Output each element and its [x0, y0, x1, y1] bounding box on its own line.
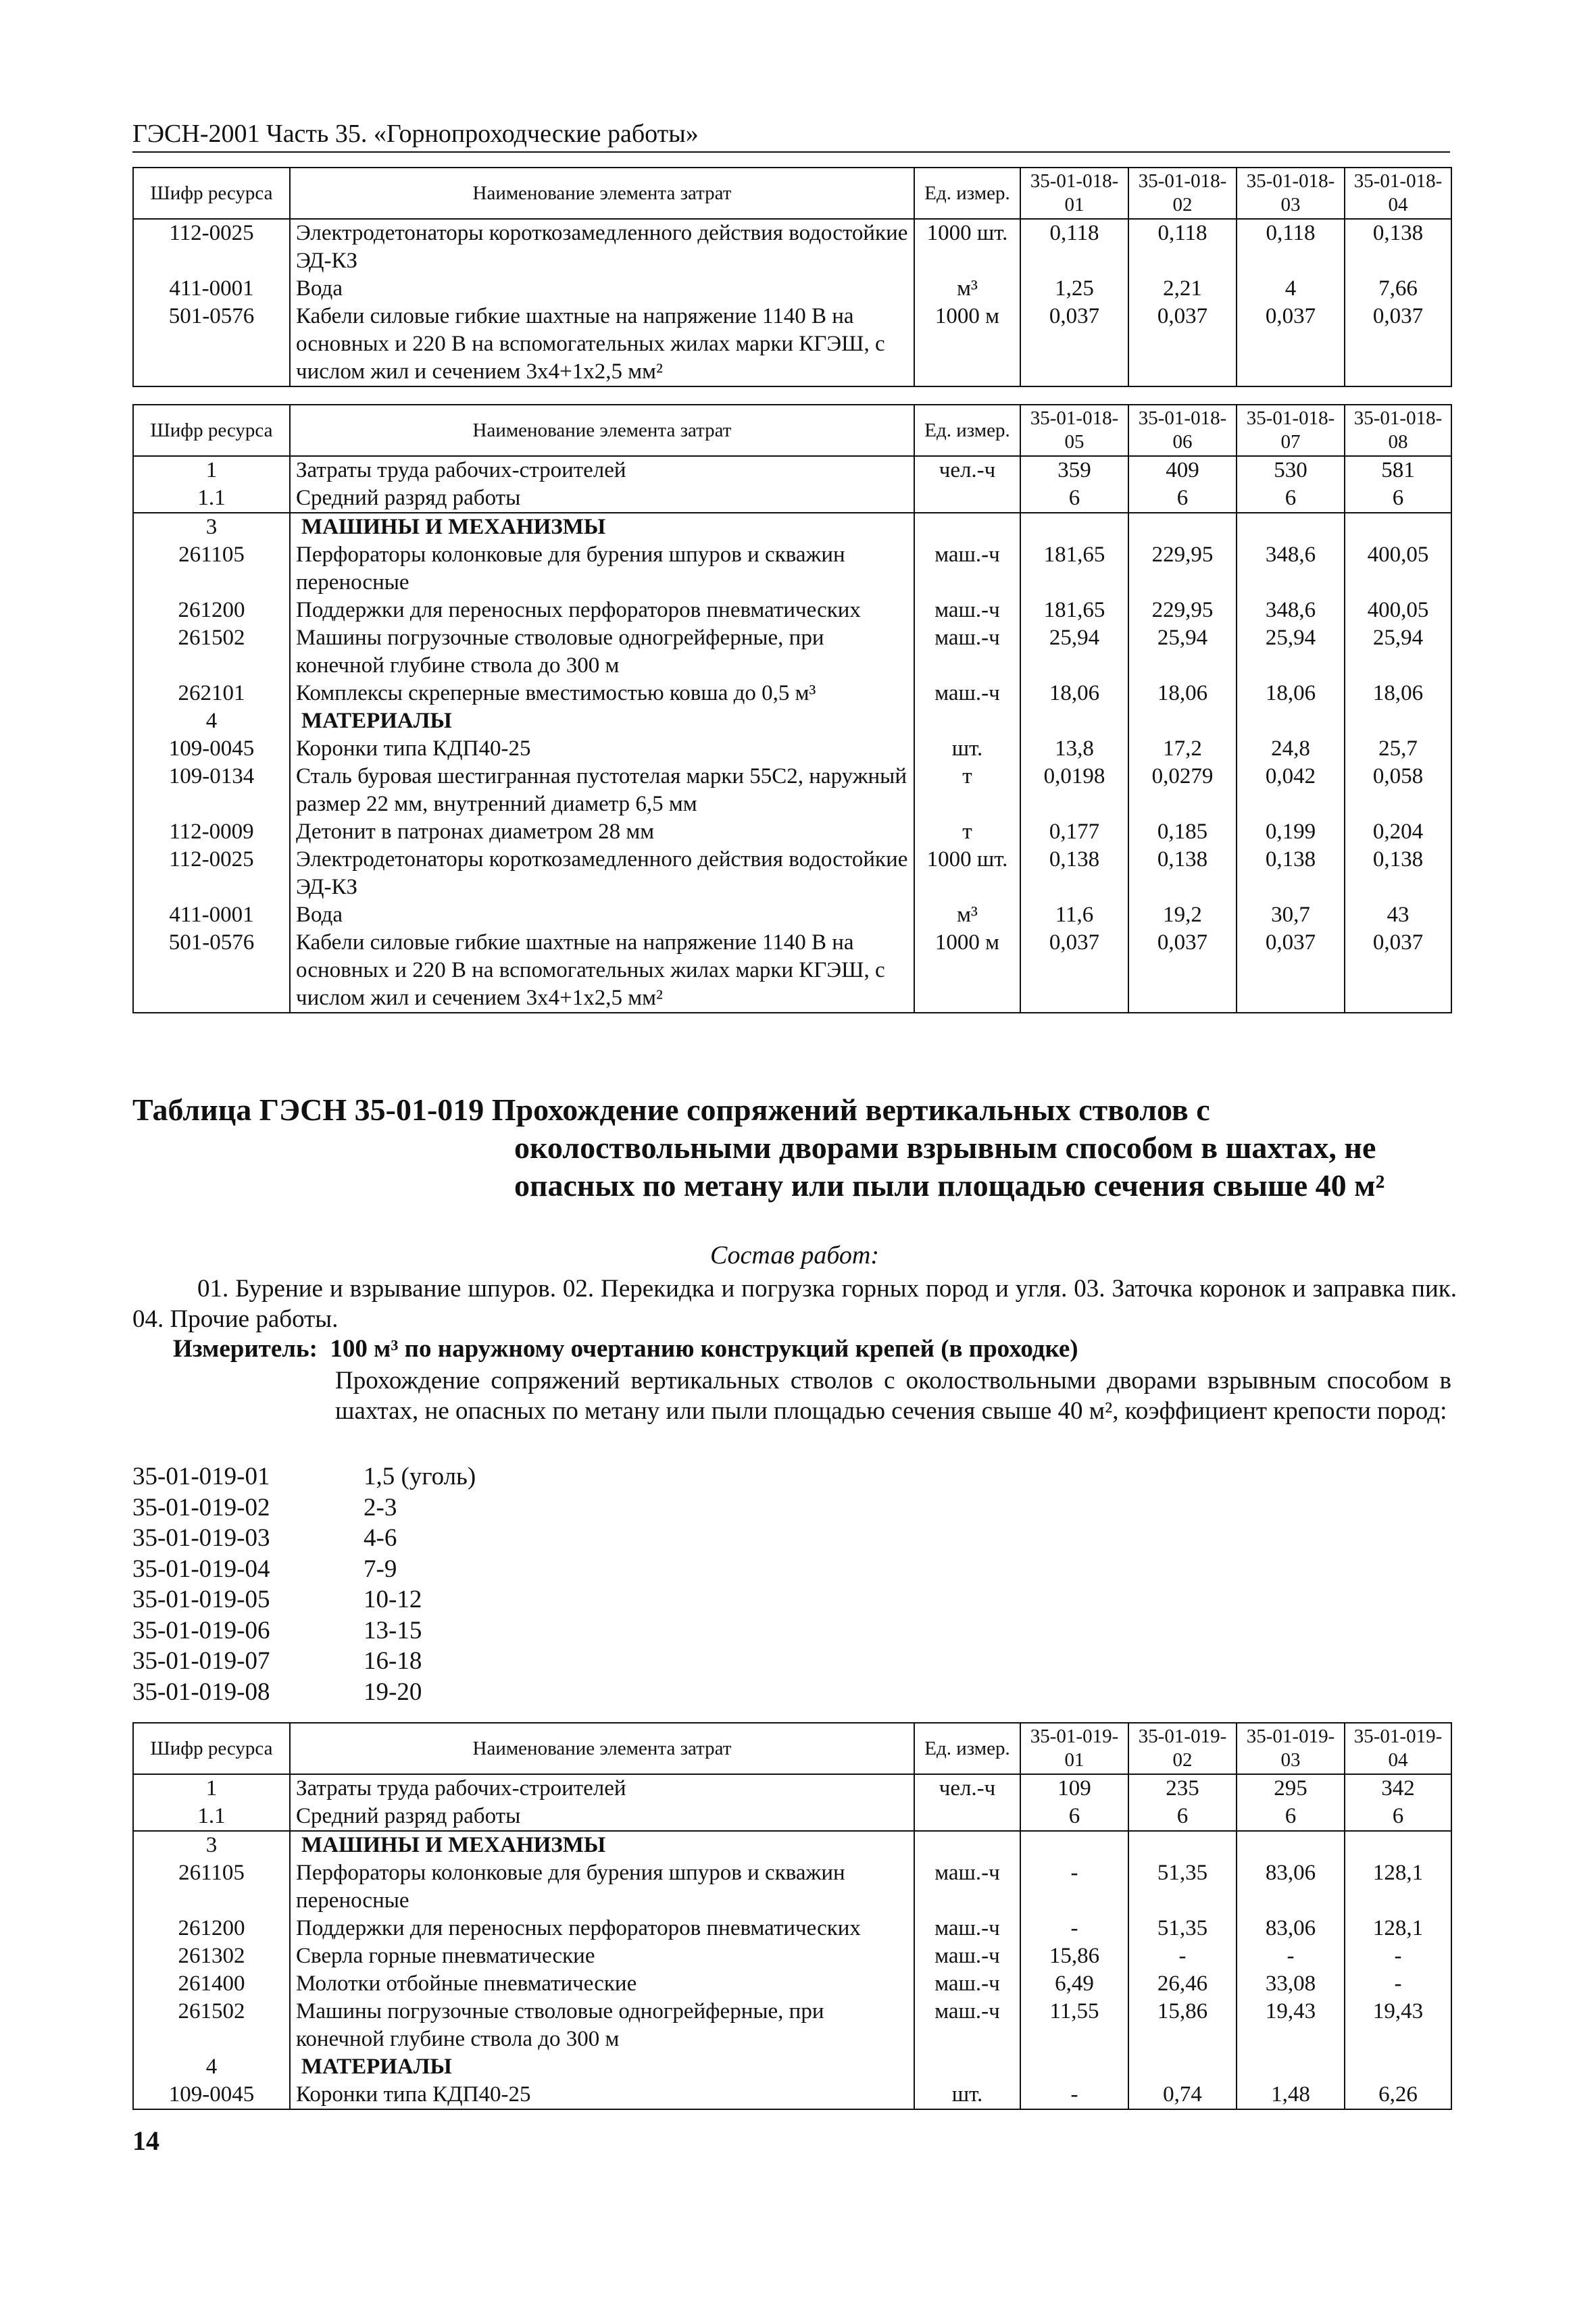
running-header: ГЭСН-2001 Часть 35. «Горнопроходческие работы» — [132, 119, 1450, 153]
col-header-name: Наименование элемента затрат — [290, 1723, 914, 1774]
resource-name: Комплексы скреперные вместимостью ковша до 0,5 м³ — [290, 680, 914, 707]
col-header-norm: 35-01-018-04 — [1345, 168, 1451, 219]
norm-value: 33,08 — [1237, 1970, 1345, 1998]
measure-line — [173, 1334, 1078, 1363]
col-header-unit: Ед. измер. — [914, 405, 1020, 456]
norm-value — [1020, 1831, 1128, 1859]
norm-value — [1020, 2053, 1128, 2081]
resource-name: Средний разряд работы — [290, 484, 914, 513]
norm-code: 35-01-019-06 — [132, 1616, 270, 1644]
norm-value: 229,95 — [1128, 541, 1237, 597]
resource-code: 4 — [133, 707, 290, 735]
resource-unit — [914, 513, 1020, 541]
norm-value: 0,037 — [1345, 303, 1451, 386]
resource-code: 1 — [133, 456, 290, 484]
norm-value: 0,0279 — [1128, 763, 1237, 818]
norm-value: 25,7 — [1345, 735, 1451, 763]
table-row — [133, 763, 1451, 818]
norm-value — [1345, 707, 1451, 735]
norm-value — [1128, 513, 1237, 541]
resource-name: Поддержки для переносных перфораторов пневматических — [290, 597, 914, 624]
norm-value: 0,037 — [1345, 929, 1451, 1013]
resource-code: 3 — [133, 1831, 290, 1859]
resource-code: 261200 — [133, 597, 290, 624]
norm-value: 6,26 — [1345, 2081, 1451, 2109]
norm-value: 0,042 — [1237, 763, 1345, 818]
norm-value: - — [1020, 1859, 1128, 1915]
norm-value: - — [1020, 2081, 1128, 2109]
norm-value: 0,177 — [1020, 818, 1128, 846]
norm-value — [1237, 1831, 1345, 1859]
norm-value: 25,94 — [1020, 624, 1128, 680]
resource-unit: 1000 м — [914, 929, 1020, 1013]
col-header-norm: 35-01-018-08 — [1345, 405, 1451, 456]
norm-value: 19,2 — [1128, 901, 1237, 929]
table-row — [133, 901, 1451, 929]
table-row — [133, 624, 1451, 680]
norm-value: 4 — [1237, 275, 1345, 303]
norm-value: 18,06 — [1020, 680, 1128, 707]
resource-unit: т — [914, 763, 1020, 818]
col-header-norm: 35-01-018-07 — [1237, 405, 1345, 456]
table-row — [133, 1915, 1451, 1942]
col-header-name: Наименование элемента затрат — [290, 168, 914, 219]
resource-code: 261302 — [133, 1942, 290, 1970]
rock-hardness-value: 7-9 — [364, 1555, 397, 1583]
norm-value: 0,138 — [1345, 846, 1451, 901]
table-row — [133, 303, 1451, 386]
norm-value: 13,8 — [1020, 735, 1128, 763]
section-row — [133, 513, 1451, 541]
resource-table-018-05-08 — [132, 404, 1452, 1013]
resource-name: Молотки отбойные пневматические — [290, 1970, 914, 1998]
norm-code-row — [132, 1646, 476, 1677]
resource-code: 112-0025 — [133, 846, 290, 901]
resource-code: 261400 — [133, 1970, 290, 1998]
measure-label: Измеритель: — [173, 1335, 318, 1363]
norm-value: 0,037 — [1237, 929, 1345, 1013]
table-row — [133, 541, 1451, 597]
table-header-row — [133, 1723, 1451, 1774]
resource-name: Коронки типа КДП40-25 — [290, 2081, 914, 2109]
col-header-norm: 35-01-019-01 — [1020, 1723, 1128, 1774]
norm-value: 0,74 — [1128, 2081, 1237, 2109]
resource-name: Коронки типа КДП40-25 — [290, 735, 914, 763]
norm-value: 7,66 — [1345, 275, 1451, 303]
norm-value: 342 — [1345, 1774, 1451, 1803]
norm-value: 30,7 — [1237, 901, 1345, 929]
resource-name: МАШИНЫ И МЕХАНИЗМЫ — [290, 513, 914, 541]
title-line-1: Таблица ГЭСН 35-01-019 Прохождение сопряжений вертикальных стволов с — [132, 1092, 1210, 1127]
resource-name: Кабели силовые гибкие шахтные на напряжение 1140 В на основных и 220 В на вспомогательных жилах марки КГЭШ, с числом жил и сечением 3х4+1х2,5 мм² — [290, 303, 914, 386]
resource-unit: маш.-ч — [914, 1970, 1020, 1998]
rock-hardness-value: 16-18 — [364, 1647, 422, 1675]
norm-value: 83,06 — [1237, 1915, 1345, 1942]
resource-name: МАШИНЫ И МЕХАНИЗМЫ — [290, 1831, 914, 1859]
norm-value: 6 — [1020, 484, 1128, 513]
resource-name: Перфораторы колонковые для бурения шпуров и скважин переносные — [290, 1859, 914, 1915]
table-row — [133, 484, 1451, 513]
rock-hardness-value: 13-15 — [364, 1616, 422, 1644]
norm-value — [1128, 1831, 1237, 1859]
resource-name: Детонит в патронах диаметром 28 мм — [290, 818, 914, 846]
resource-code: 261502 — [133, 624, 290, 680]
resource-name: Средний разряд работы — [290, 1803, 914, 1831]
norm-code: 35-01-019-07 — [132, 1647, 270, 1675]
norm-value — [1237, 707, 1345, 735]
col-header-unit: Ед. измер. — [914, 1723, 1020, 1774]
norm-value: 6 — [1345, 484, 1451, 513]
norm-value — [1345, 1831, 1451, 1859]
norm-value: - — [1345, 1942, 1451, 1970]
norm-value: 6 — [1128, 484, 1237, 513]
norm-value: 51,35 — [1128, 1915, 1237, 1942]
norm-code-row — [132, 1523, 476, 1554]
resource-name: Сверла горные пневматические — [290, 1942, 914, 1970]
col-header-norm: 35-01-018-06 — [1128, 405, 1237, 456]
norm-value: 181,65 — [1020, 597, 1128, 624]
resource-name: Машины погрузочные стволовые одногрейферные, при конечной глубине ствола до 300 м — [290, 624, 914, 680]
rock-hardness-value: 19-20 — [364, 1678, 422, 1706]
resource-name: Перфораторы колонковые для бурения шпуров и скважин переносные — [290, 541, 914, 597]
resource-name: Поддержки для переносных перфораторов пневматических — [290, 1915, 914, 1942]
norm-value: 0,199 — [1237, 818, 1345, 846]
table-title — [132, 1091, 1457, 1205]
resource-name: Вода — [290, 275, 914, 303]
col-header-norm: 35-01-019-02 — [1128, 1723, 1237, 1774]
norm-value: 6 — [1020, 1803, 1128, 1831]
resource-unit: маш.-ч — [914, 1998, 1020, 2053]
resource-unit: 1000 шт. — [914, 846, 1020, 901]
norm-value: 359 — [1020, 456, 1128, 484]
norm-value: 235 — [1128, 1774, 1237, 1803]
norm-value: 25,94 — [1237, 624, 1345, 680]
norm-value: 83,06 — [1237, 1859, 1345, 1915]
resource-code: 411-0001 — [133, 901, 290, 929]
norm-code-row — [132, 1492, 476, 1524]
resource-code: 1 — [133, 1774, 290, 1803]
resource-name: Затраты труда рабочих-строителей — [290, 1774, 914, 1803]
page-number: 14 — [132, 2126, 159, 2156]
resource-code: 109-0045 — [133, 2081, 290, 2109]
resource-code: 1.1 — [133, 484, 290, 513]
table-row — [133, 597, 1451, 624]
norm-value — [1020, 707, 1128, 735]
resource-unit: маш.-ч — [914, 597, 1020, 624]
col-header-norm: 35-01-018-05 — [1020, 405, 1128, 456]
section-row — [133, 2053, 1451, 2081]
resource-name: Кабели силовые гибкие шахтные на напряжение 1140 В на основных и 220 В на вспомогательных жилах марки КГЭШ, с числом жил и сечением 3х4+1х2,5 мм² — [290, 929, 914, 1013]
norm-value: 19,43 — [1345, 1998, 1451, 2053]
table-row — [133, 2081, 1451, 2109]
resource-unit: маш.-ч — [914, 624, 1020, 680]
resource-unit — [914, 2053, 1020, 2081]
norm-value: 15,86 — [1128, 1998, 1237, 2053]
norm-value: - — [1020, 1915, 1128, 1942]
resource-name: Вода — [290, 901, 914, 929]
norm-value: 0,0198 — [1020, 763, 1128, 818]
norm-value: 26,46 — [1128, 1970, 1237, 1998]
table-row — [133, 275, 1451, 303]
norm-value: 109 — [1020, 1774, 1128, 1803]
norm-value: 6 — [1237, 1803, 1345, 1831]
col-header-code: Шифр ресурса — [133, 405, 290, 456]
work-composition-text: 01. Бурение и взрывание шпуров. 02. Перекидка и погрузка горных пород и угля. 03. Заточка коронок и заправка пик. 04. Прочие работы. — [132, 1275, 1457, 1333]
table-row — [133, 680, 1451, 707]
col-header-unit: Ед. измер. — [914, 168, 1020, 219]
norm-value: 6 — [1237, 484, 1345, 513]
norm-value: 6,49 — [1020, 1970, 1128, 1998]
norm-value: 25,94 — [1128, 624, 1237, 680]
norm-value: 0,118 — [1237, 219, 1345, 275]
resource-code: 3 — [133, 513, 290, 541]
col-header-norm: 35-01-018-03 — [1237, 168, 1345, 219]
norm-value: 409 — [1128, 456, 1237, 484]
resource-name: Затраты труда рабочих-строителей — [290, 456, 914, 484]
norm-value: 0,037 — [1128, 929, 1237, 1013]
col-header-norm: 35-01-019-03 — [1237, 1723, 1345, 1774]
norm-value: 0,138 — [1345, 219, 1451, 275]
table-row — [133, 1803, 1451, 1831]
norm-value: 0,037 — [1237, 303, 1345, 386]
table-row — [133, 929, 1451, 1013]
norm-value — [1345, 513, 1451, 541]
resource-unit: маш.-ч — [914, 1915, 1020, 1942]
norm-value: 11,6 — [1020, 901, 1128, 929]
norm-value: 0,204 — [1345, 818, 1451, 846]
resource-table-018-01-04 — [132, 167, 1452, 387]
norm-code-row — [132, 1461, 476, 1492]
resource-code: 112-0025 — [133, 219, 290, 275]
rock-hardness-value: 4-6 — [364, 1524, 397, 1552]
resource-code: 261105 — [133, 541, 290, 597]
norm-value: - — [1237, 1942, 1345, 1970]
resource-table-019-01-04 — [132, 1722, 1452, 2110]
col-header-name: Наименование элемента затрат — [290, 405, 914, 456]
table-row — [133, 1970, 1451, 1998]
resource-code: 262101 — [133, 680, 290, 707]
resource-unit — [914, 707, 1020, 735]
norm-value: 43 — [1345, 901, 1451, 929]
table-row — [133, 1998, 1451, 2053]
resource-unit — [914, 1803, 1020, 1831]
norm-code: 35-01-019-01 — [132, 1463, 270, 1490]
norm-value: - — [1345, 1970, 1451, 1998]
resource-unit: м³ — [914, 275, 1020, 303]
norm-value: 530 — [1237, 456, 1345, 484]
resource-name: Сталь буровая шестигранная пустотелая марки 55С2, наружный размер 22 мм, внутренний диаметр 6,5 мм — [290, 763, 914, 818]
resource-unit: 1000 м — [914, 303, 1020, 386]
table-row — [133, 456, 1451, 484]
resource-unit — [914, 1831, 1020, 1859]
resource-code: 261200 — [133, 1915, 290, 1942]
norm-code: 35-01-019-08 — [132, 1678, 270, 1706]
norm-value: 6 — [1345, 1803, 1451, 1831]
table-row — [133, 735, 1451, 763]
norm-value: 6 — [1128, 1803, 1237, 1831]
norm-value: 400,05 — [1345, 597, 1451, 624]
norm-value: 1,48 — [1237, 2081, 1345, 2109]
norm-value: 51,35 — [1128, 1859, 1237, 1915]
norm-code: 35-01-019-04 — [132, 1555, 270, 1583]
col-header-norm: 35-01-018-02 — [1128, 168, 1237, 219]
norm-value: 0,058 — [1345, 763, 1451, 818]
norm-value: 348,6 — [1237, 597, 1345, 624]
table-row — [133, 1859, 1451, 1915]
norm-code: 35-01-019-03 — [132, 1524, 270, 1552]
norm-value: 181,65 — [1020, 541, 1128, 597]
norm-description: Прохождение сопряжений вертикальных стволов с околоствольными дворами взрывным способом в шахтах, не опасных по метану или пыли площадью сечения свыше 40 м², коэффициент крепости пород: — [335, 1367, 1451, 1425]
title-line-2: околоствольными дворами взрывным способом в шахтах, не — [514, 1130, 1376, 1165]
table-row — [133, 818, 1451, 846]
col-header-code: Шифр ресурса — [133, 1723, 290, 1774]
norm-value — [1020, 513, 1128, 541]
table-header-row — [133, 405, 1451, 456]
norm-value: 1,25 — [1020, 275, 1128, 303]
resource-unit: чел.-ч — [914, 1774, 1020, 1803]
norm-value: 0,037 — [1020, 929, 1128, 1013]
norm-value: 0,138 — [1128, 846, 1237, 901]
table-row — [133, 219, 1451, 275]
resource-unit: 1000 шт. — [914, 219, 1020, 275]
norm-value: - — [1128, 1942, 1237, 1970]
norm-value: 0,138 — [1020, 846, 1128, 901]
norm-value: 24,8 — [1237, 735, 1345, 763]
resource-unit: м³ — [914, 901, 1020, 929]
norm-value: 400,05 — [1345, 541, 1451, 597]
resource-code: 501-0576 — [133, 929, 290, 1013]
resource-code: 261502 — [133, 1998, 290, 2053]
norm-value: 18,06 — [1237, 680, 1345, 707]
resource-unit: шт. — [914, 2081, 1020, 2109]
norm-value: 15,86 — [1020, 1942, 1128, 1970]
resource-code: 109-0134 — [133, 763, 290, 818]
norm-value: 0,118 — [1128, 219, 1237, 275]
resource-code: 411-0001 — [133, 275, 290, 303]
norm-code-row — [132, 1677, 476, 1708]
resource-name: Электродетонаторы короткозамедленного действия водостойкие ЭД-КЗ — [290, 846, 914, 901]
norm-value: 18,06 — [1345, 680, 1451, 707]
measure-value: 100 м³ по наружному очертанию конструкций крепей (в проходке) — [330, 1335, 1078, 1363]
norm-value: 18,06 — [1128, 680, 1237, 707]
resource-unit: шт. — [914, 735, 1020, 763]
resource-name: МАТЕРИАЛЫ — [290, 707, 914, 735]
norm-value: 128,1 — [1345, 1915, 1451, 1942]
norm-value — [1128, 707, 1237, 735]
norm-value: 11,55 — [1020, 1998, 1128, 2053]
resource-name: Машины погрузочные стволовые одногрейферные, при конечной глубине ствола до 300 м — [290, 1998, 914, 2053]
resource-code: 4 — [133, 2053, 290, 2081]
resource-name: МАТЕРИАЛЫ — [290, 2053, 914, 2081]
norm-code-row — [132, 1615, 476, 1646]
norm-code: 35-01-019-05 — [132, 1586, 270, 1613]
resource-unit: чел.-ч — [914, 456, 1020, 484]
table-header-row — [133, 168, 1451, 219]
norm-codes-list — [132, 1461, 476, 1707]
resource-unit: маш.-ч — [914, 1942, 1020, 1970]
norm-value: 128,1 — [1345, 1859, 1451, 1915]
norm-value — [1237, 513, 1345, 541]
resource-unit: маш.-ч — [914, 541, 1020, 597]
title-line-3: опасных по метану или пыли площадью сечения свыше 40 м² — [514, 1168, 1385, 1203]
resource-name: Электродетонаторы короткозамедленного действия водостойкие ЭД-КЗ — [290, 219, 914, 275]
norm-code-row — [132, 1584, 476, 1615]
norm-value: 0,118 — [1020, 219, 1128, 275]
norm-value: 19,43 — [1237, 1998, 1345, 2053]
norm-value: 0,037 — [1128, 303, 1237, 386]
norm-value: 229,95 — [1128, 597, 1237, 624]
work-composition-label: Состав работ: — [709, 1241, 880, 1269]
resource-code: 261105 — [133, 1859, 290, 1915]
section-row — [133, 707, 1451, 735]
resource-code: 1.1 — [133, 1803, 290, 1831]
col-header-code: Шифр ресурса — [133, 168, 290, 219]
norm-value: 0,138 — [1237, 846, 1345, 901]
table-row — [133, 846, 1451, 901]
col-header-norm: 35-01-018-01 — [1020, 168, 1128, 219]
table-row — [133, 1942, 1451, 1970]
resource-unit: маш.-ч — [914, 1859, 1020, 1915]
norm-value: 348,6 — [1237, 541, 1345, 597]
norm-value: 0,037 — [1020, 303, 1128, 386]
rock-hardness-value: 2-3 — [364, 1493, 397, 1521]
resource-code: 501-0576 — [133, 303, 290, 386]
section-row — [133, 1831, 1451, 1859]
col-header-norm: 35-01-019-04 — [1345, 1723, 1451, 1774]
norm-value — [1237, 2053, 1345, 2081]
norm-code-row — [132, 1554, 476, 1585]
table-row — [133, 1774, 1451, 1803]
resource-unit — [914, 484, 1020, 513]
norm-value: 295 — [1237, 1774, 1345, 1803]
norm-code: 35-01-019-02 — [132, 1493, 270, 1521]
resource-unit: т — [914, 818, 1020, 846]
resource-code: 112-0009 — [133, 818, 290, 846]
resource-unit: маш.-ч — [914, 680, 1020, 707]
norm-value: 17,2 — [1128, 735, 1237, 763]
norm-value: 581 — [1345, 456, 1451, 484]
resource-code: 109-0045 — [133, 735, 290, 763]
norm-value — [1345, 2053, 1451, 2081]
rock-hardness-value: 1,5 (уголь) — [364, 1463, 476, 1490]
norm-value: 2,21 — [1128, 275, 1237, 303]
norm-value — [1128, 2053, 1237, 2081]
norm-value: 0,185 — [1128, 818, 1237, 846]
norm-value: 25,94 — [1345, 624, 1451, 680]
rock-hardness-value: 10-12 — [364, 1586, 422, 1613]
